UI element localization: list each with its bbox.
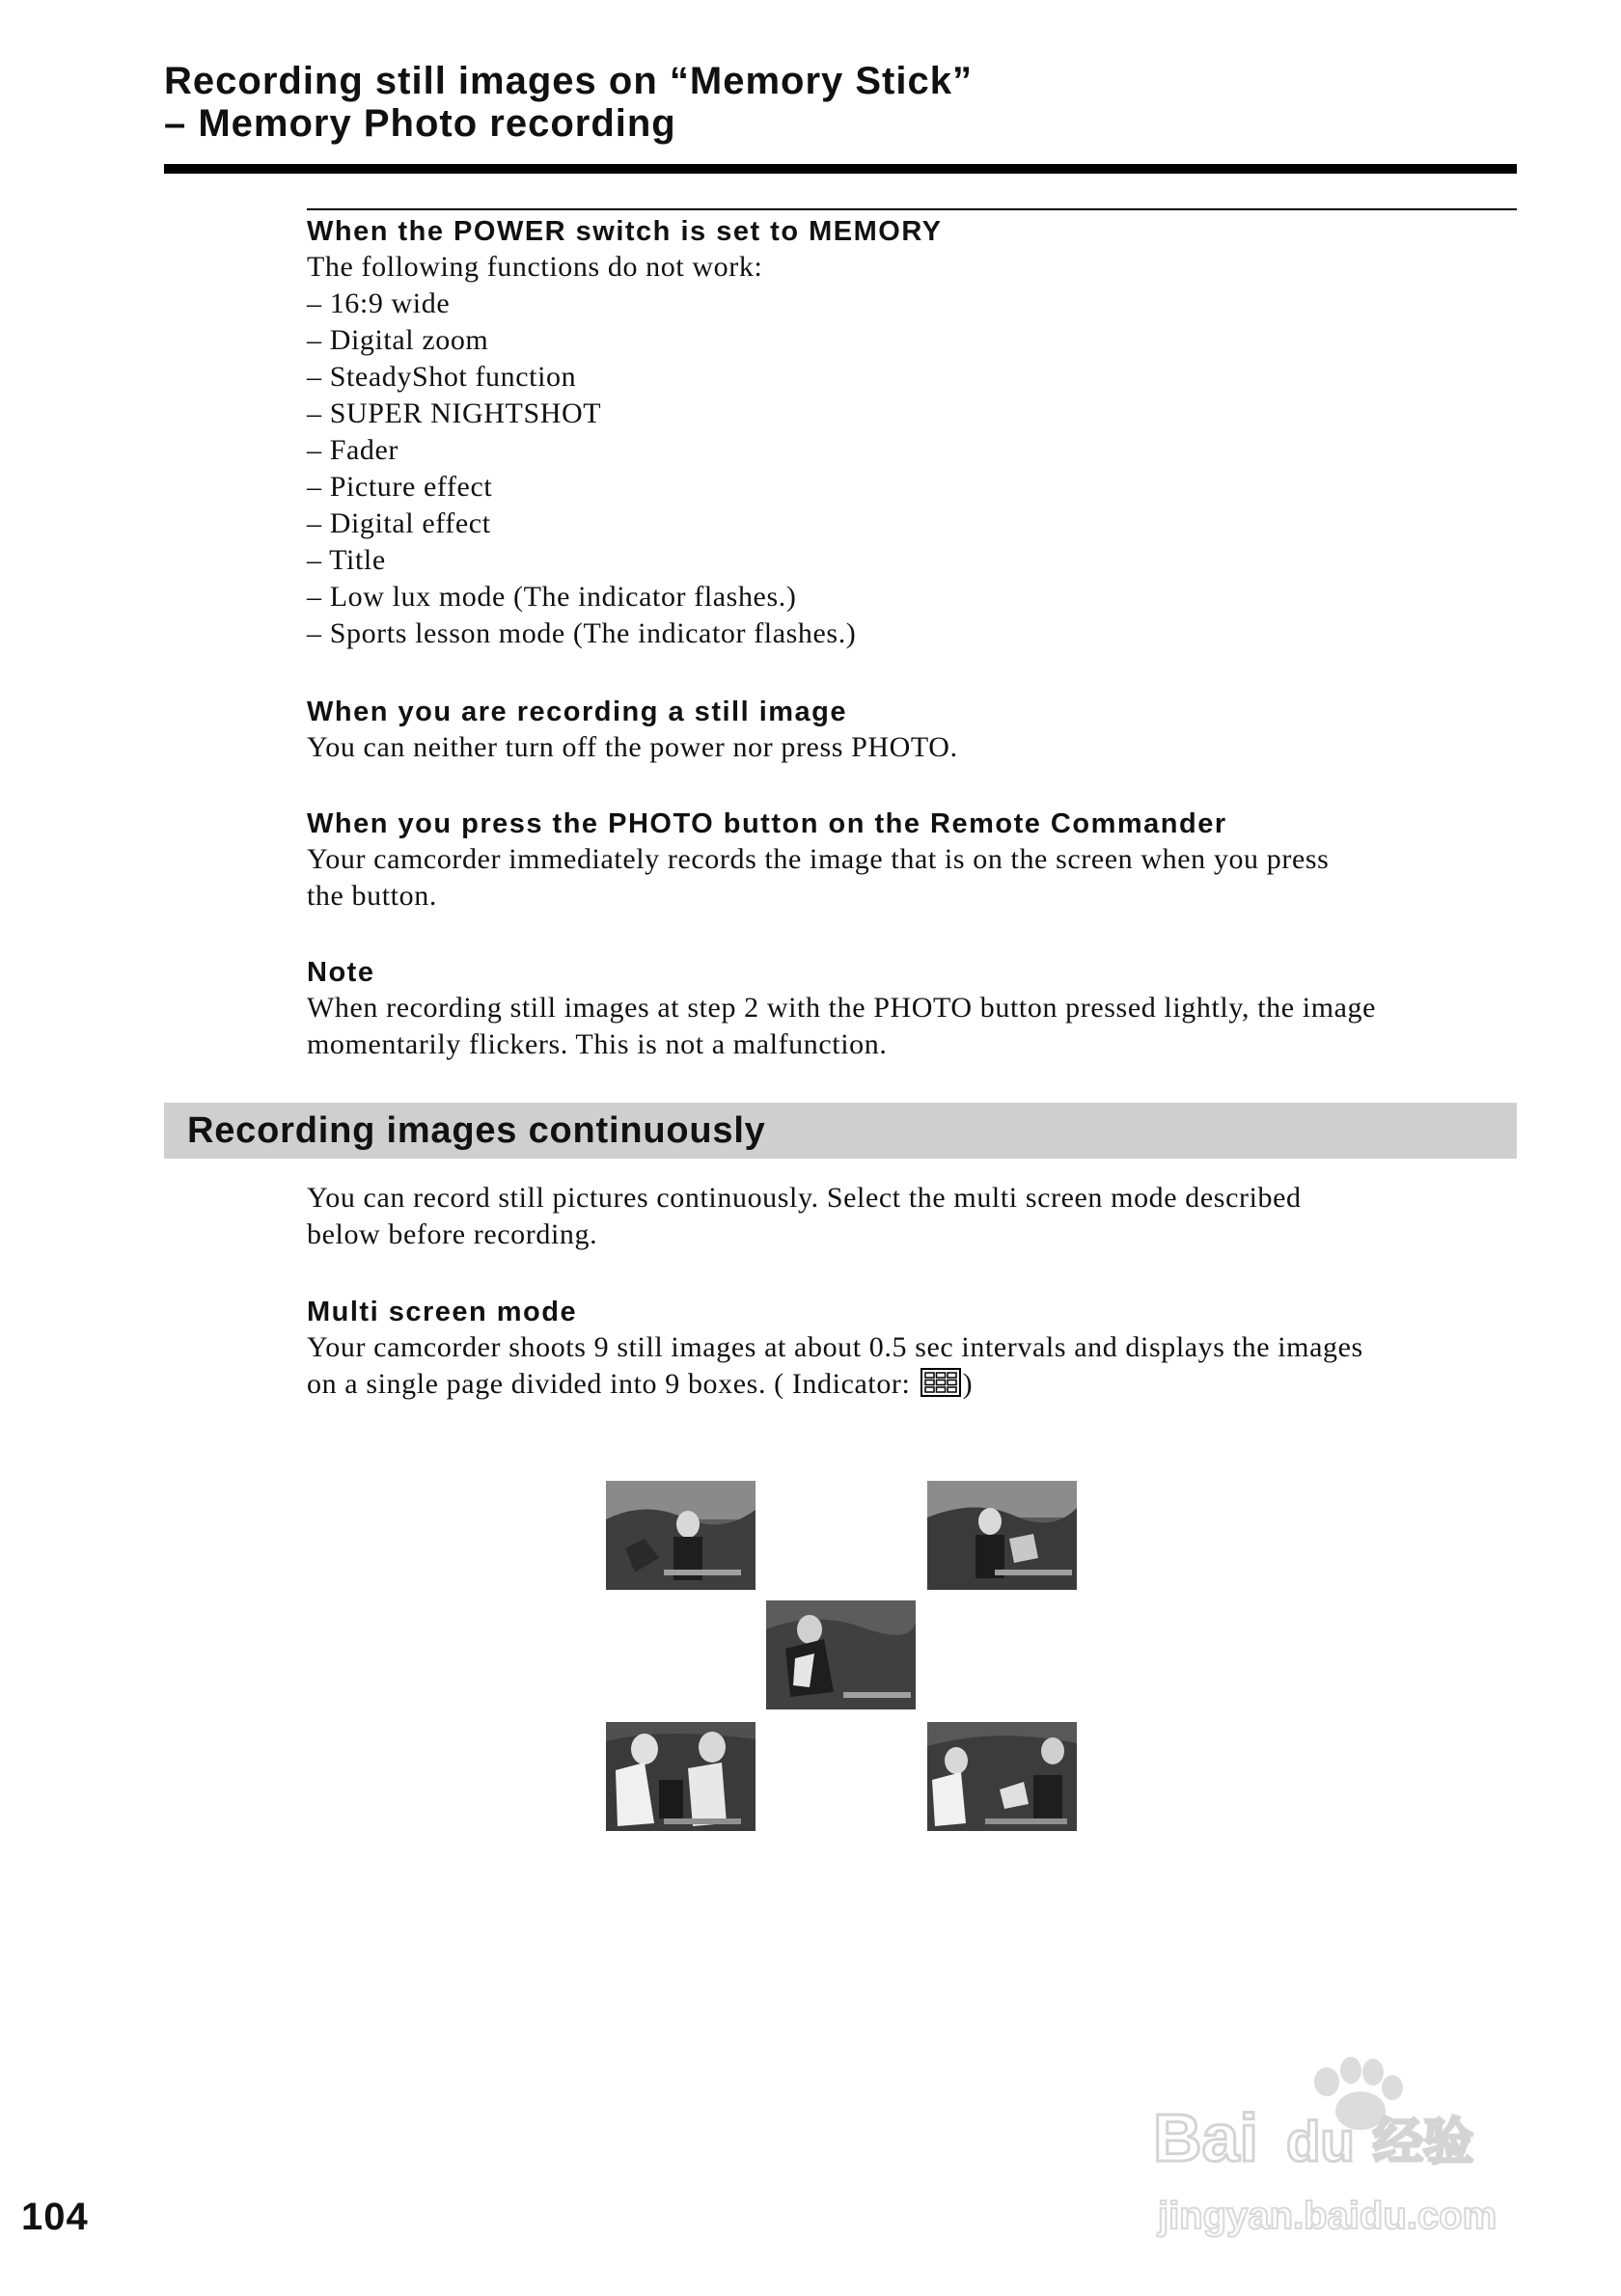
watermark-cn: 经验	[1373, 2114, 1474, 2172]
watermark-brand: Bai	[1153, 2100, 1258, 2175]
multi-screen-icon	[920, 1368, 961, 1407]
continuous-intro-line-1: You can record still pictures continuously. Select the multi screen mode described	[307, 1182, 1302, 1214]
list-item: – Fader	[307, 434, 399, 466]
page-title-line-2: – Memory Photo recording	[164, 102, 676, 145]
remote-photo-heading: When you press the PHOTO button on the Remote Commander	[307, 808, 1227, 839]
list-item: – Digital zoom	[307, 324, 489, 356]
still-image-thumbnail	[606, 1722, 756, 1831]
still-image-thumbnail	[766, 1600, 916, 1709]
multi-screen-illustration	[606, 1481, 1077, 1836]
still-image-thumbnail	[606, 1481, 756, 1590]
continuous-intro	[307, 1180, 1517, 1253]
still-image-thumbnail	[927, 1481, 1077, 1590]
list-item: – Title	[307, 544, 386, 576]
power-memory-body	[307, 249, 1517, 652]
power-memory-intro: The following functions do not work:	[307, 251, 763, 283]
page-number: 104	[21, 2196, 89, 2238]
still-image-thumbnail	[927, 1722, 1077, 1831]
note-line-1: When recording still images at step 2 with the PHOTO button pressed lightly, the image	[307, 992, 1377, 1024]
power-memory-section	[307, 214, 1517, 652]
multi-screen-line-2-prefix: on a single page divided into 9 boxes. ( Indicator:	[307, 1368, 919, 1400]
recording-still-text: You can neither turn off the power nor press PHOTO.	[307, 731, 958, 763]
page-title-line-1: Recording still images on “Memory Stick”	[164, 60, 973, 102]
recording-still-heading: When you are recording a still image	[307, 697, 848, 727]
watermark-brand-du: du	[1286, 2111, 1355, 2173]
section-title: Recording images continuously	[187, 1110, 766, 1151]
multi-screen-heading: Multi screen mode	[307, 1297, 578, 1327]
recording-still-section	[307, 695, 1517, 766]
page-title	[164, 60, 1515, 145]
multi-screen-line-2	[307, 1366, 1517, 1407]
list-item: – SUPER NIGHTSHOT	[307, 397, 602, 429]
section-band	[164, 1103, 1517, 1159]
note-heading: Note	[307, 957, 375, 988]
title-rule	[164, 164, 1517, 174]
multi-screen-section	[307, 1295, 1517, 1407]
note-line-2: momentarily flickers. This is not a malfunction.	[307, 1028, 888, 1060]
remote-photo-line-2: the button.	[307, 880, 437, 912]
remote-photo-section	[307, 806, 1517, 915]
note-section	[307, 955, 1517, 1063]
list-item: – Sports lesson mode (The indicator flashes.)	[307, 617, 857, 649]
multi-screen-line-2-suffix: )	[962, 1368, 974, 1400]
list-item: – Low lux mode (The indicator flashes.)	[307, 581, 797, 613]
list-item: – Picture effect	[307, 471, 493, 503]
list-item: – Digital effect	[307, 507, 491, 539]
section-divider	[307, 208, 1517, 210]
list-item: – 16:9 wide	[307, 287, 451, 319]
paw-logo-icon	[1153, 2055, 1539, 2248]
list-item: – SteadyShot function	[307, 361, 577, 393]
baidu-watermark	[1153, 2055, 1539, 2248]
remote-photo-line-1: Your camcorder immediately records the image that is on the screen when you press	[307, 843, 1330, 875]
multi-screen-line-1: Your camcorder shoots 9 still images at about 0.5 sec intervals and displays the images	[307, 1331, 1363, 1363]
power-memory-heading: When the POWER switch is set to MEMORY	[307, 216, 943, 247]
continuous-intro-line-2: below before recording.	[307, 1218, 598, 1250]
watermark-url: jingyan.baidu.com	[1158, 2195, 1497, 2237]
